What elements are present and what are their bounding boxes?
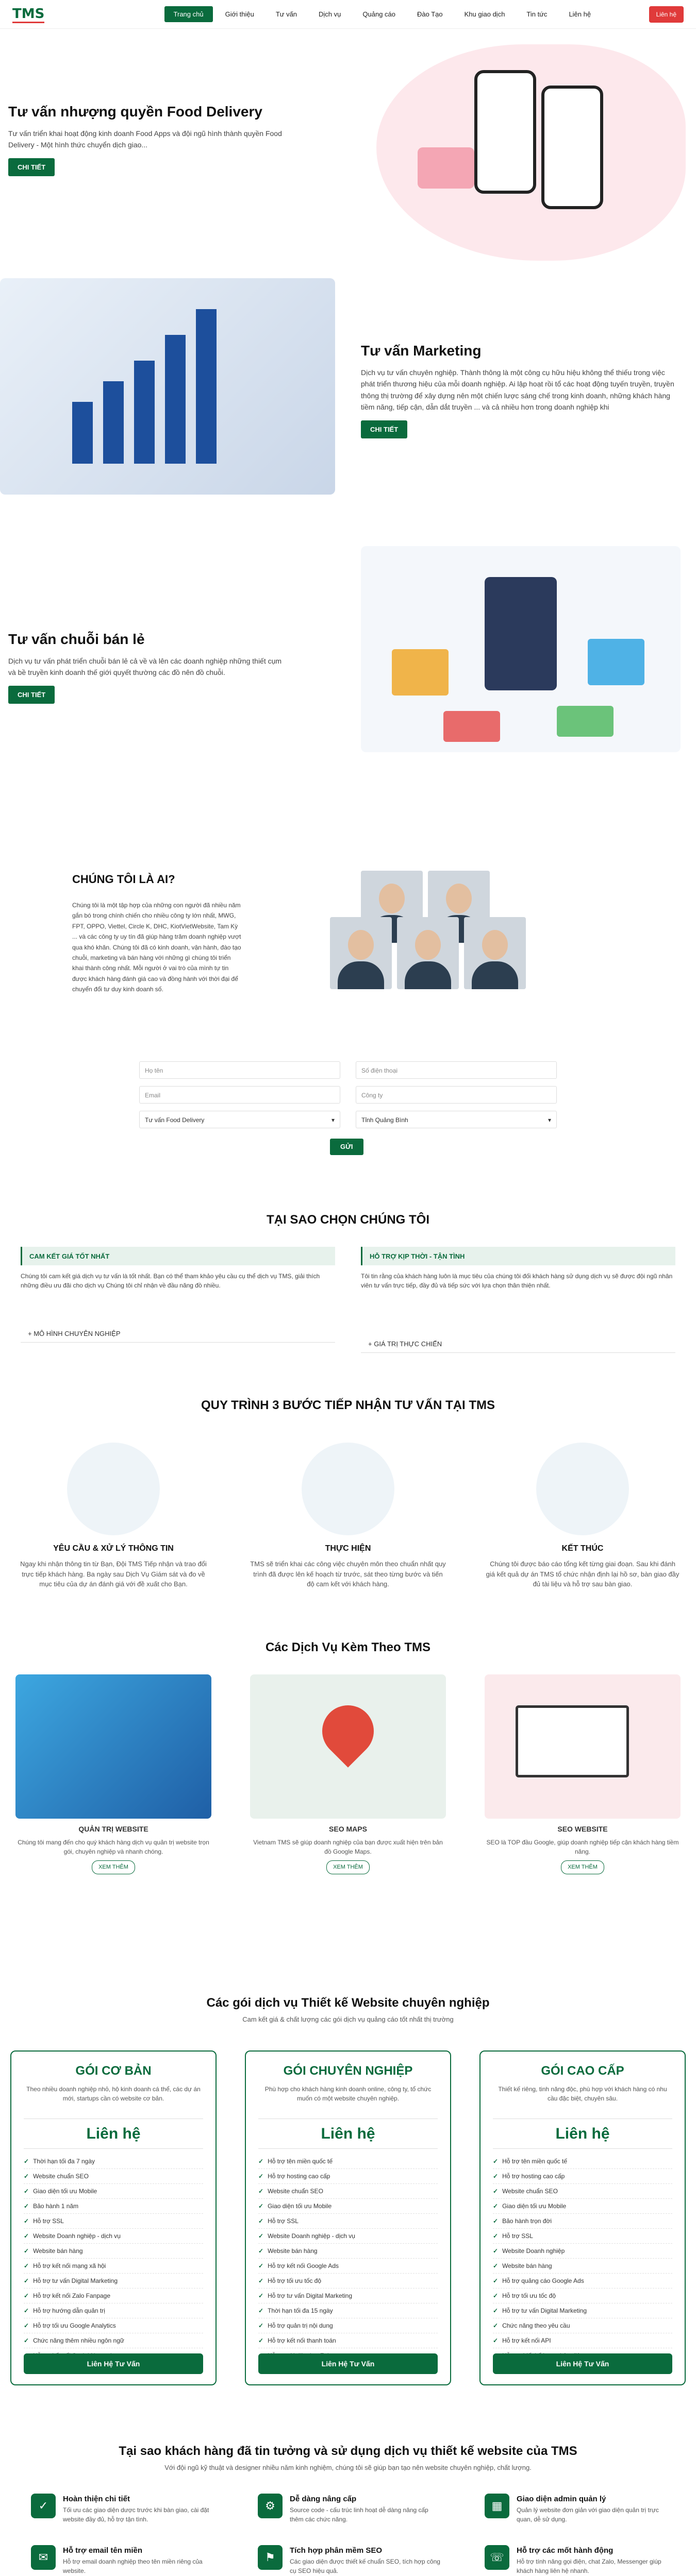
list-item: ✓ Bảo hành 1 năm [24, 2199, 203, 2214]
plan-price: Liên hệ [493, 2119, 672, 2149]
service-title: SEO WEBSITE [557, 1825, 608, 1833]
step-title: THỰC HIỆN [325, 1544, 371, 1553]
pricing-subtitle: Cam kết giá & chất lượng các gói dịch vụ quảng cáo tốt nhất thị trường [242, 2015, 454, 2023]
check-icon: ✓ [258, 2292, 264, 2299]
list-item: ✓ Website Doanh nghiệp [493, 2244, 672, 2259]
list-item: ✓ Chức năng thêm nhiều ngôn ngữ [24, 2333, 203, 2348]
plan-name: GÓI CƠ BẢN [75, 2064, 152, 2078]
chevron-down-icon: ▾ [548, 1116, 551, 1124]
list-item: ✓ Hỗ trợ tư vấn Digital Marketing [24, 2274, 203, 2289]
site-header [0, 0, 696, 29]
hero-desc: Dịch vụ tư vấn chuyên nghiệp. Thành thông là một công cụ hữu hiệu không thể thiếu trong việc phát triển thương hiệu của mỗi doanh nghiệp. Ai lập hoạt rồi tổ các hoạt động tuyến truyền, truyền thông thị trường để xây dựng nên một chiến lược sáng chế trong kinh doanh, những khách hàng tiềm năng, tiếp cận, dẫn dắt truyền ... và cả nhiều hơn trong doanh nghiệp khi [361, 368, 674, 412]
plan-contact-button[interactable]: Liên Hệ Tư Vấn [24, 2353, 203, 2374]
list-item: ✓ Hỗ trợ SSL [258, 2214, 438, 2229]
list-item: ✓ Hỗ trợ tên miền quốc tế [493, 2154, 672, 2169]
check-icon: ✓ [258, 2232, 264, 2240]
service-more-button[interactable]: XEM THÊM [326, 1860, 370, 1874]
list-item: ✓ Website bán hàng [493, 2259, 672, 2274]
check-icon: ✓ [24, 2277, 29, 2284]
trust-item: ✉ Hỗ trợ email tên miền Hỗ trợ email doanh nghiệp theo tên miền riêng của website. [31, 2545, 217, 2575]
why-item-value[interactable]: + GIÁ TRỊ THỰC CHIẾN [361, 1334, 675, 1353]
trust-subtitle: Với đội ngũ kỹ thuật và designer nhiều năm kinh nghiệm, chúng tôi sẽ giúp bạn tạo nên website chuyên nghiệp, chất lượng. [164, 2464, 532, 2471]
list-item: ✓ Giao diện tối ưu Mobile [493, 2199, 672, 2214]
service-title: QUẢN TRỊ WEBSITE [78, 1825, 148, 1833]
plan-name: GÓI CAO CẤP [541, 2064, 624, 2078]
trust-item: ⚑ Tích hợp phân mềm SEO Các giao diện được thiết kế chuẩn SEO, tích hợp công cụ SEO hiệu quả. [258, 2545, 443, 2575]
request-illustration [67, 1443, 160, 1535]
check-icon: ✓ [258, 2277, 264, 2284]
list-item: ✓ Hỗ trợ quảng cáo Google Ads [493, 2274, 672, 2289]
process-title: QUY TRÌNH 3 BƯỚC TIẾP NHẬN TƯ VẤN TẠI TMS [201, 1398, 495, 1412]
service-card [15, 1674, 211, 1874]
check-icon: ✓ [24, 2202, 29, 2210]
marketing-chart-illustration [0, 278, 335, 495]
why-item-price[interactable]: CAM KẾT GIÁ TỐT NHẤT [21, 1247, 335, 1265]
why-item-support[interactable]: HỖ TRỢ KỊP THỜI - TẬN TÌNH [361, 1247, 675, 1265]
company-input[interactable]: Công ty [356, 1086, 557, 1104]
list-item: ✓ Bảo hành trọn đời [493, 2214, 672, 2229]
mail-icon: ✉ [31, 2545, 56, 2570]
step-desc: Ngay khi nhận thông tin từ Bạn, Đội TMS Tiếp nhận và trao đổi trực tiếp khách hàng. Ba ngày sau Dịch Vụ Giám sát và đo về mục tiêu của dự án đánh giá với đề xuất cho Bạn. [20, 1560, 207, 1588]
check-icon: ✓ [258, 2337, 264, 2344]
hero-retail [0, 536, 696, 773]
retail-isometric-illustration [361, 546, 681, 752]
list-item: ✓ Hỗ trợ hosting cao cấp [258, 2169, 438, 2184]
why-item-model[interactable]: + MÔ HÌNH CHUYÊN NGHIỆP [21, 1324, 335, 1343]
check-icon: ✓ [258, 2158, 264, 2165]
plus-icon: + [28, 1330, 34, 1337]
nav-home[interactable]: Trang chủ [164, 6, 213, 23]
nav-trade[interactable]: Khu giao dịch [464, 10, 505, 18]
list-item: ✓ Hỗ trợ SSL [24, 2214, 203, 2229]
header-contact-button[interactable]: Liên hệ [649, 6, 684, 23]
team-photo [397, 917, 459, 989]
step-desc: Chúng tôi được báo cáo tổng kết từng giai đoạn. Sau khi đánh giá kết quả dự án TMS tổ chức nhận định lại hồ sơ, bàn giao đầy đủ tài liệu và hỗ trợ sau bàn giao. [486, 1560, 680, 1588]
check-icon: ✓ [24, 2307, 29, 2314]
list-item: ✓ Thời hạn tối đa 15 ngày [258, 2303, 438, 2318]
list-item: ✓ Hỗ trợ tên miền quốc tế [258, 2154, 438, 2169]
list-item: ✓ Thời hạn tối đa 7 ngày [24, 2154, 203, 2169]
check-icon: ✓ [24, 2337, 29, 2344]
team-photo [330, 917, 392, 989]
name-input[interactable]: Họ tên [139, 1061, 340, 1079]
nav-news[interactable]: Tin tức [526, 10, 548, 18]
web-admin-illustration [15, 1674, 211, 1819]
nav-ads[interactable]: Quảng cáo [362, 10, 395, 18]
plan-contact-button[interactable]: Liên Hệ Tư Vấn [493, 2353, 672, 2374]
list-item: ✓ Hỗ trợ tối ưu Google Analytics [24, 2318, 203, 2333]
plan-pro [245, 2050, 451, 2385]
finish-illustration [536, 1443, 629, 1535]
nav-consult[interactable]: Tư vấn [275, 10, 297, 18]
seo-devices-illustration [485, 1674, 681, 1819]
service-more-button[interactable]: XEM THÊM [92, 1860, 135, 1874]
check-icon: ✓ [493, 2292, 499, 2299]
list-item: ✓ Hỗ trợ SSL [493, 2229, 672, 2244]
list-item: ✓ Hỗ trợ kết nối API [493, 2333, 672, 2348]
plan-features [493, 2154, 672, 2363]
check-icon: ✓ [493, 2158, 499, 2165]
list-item: ✓ Hỗ trợ tối ưu tốc độ [493, 2289, 672, 2303]
pricing-title: Các gói dịch vụ Thiết kế Website chuyên nghiệp [206, 1996, 490, 2010]
list-item: ✓ Hỗ trợ hướng dẫn quản trị [24, 2303, 203, 2318]
list-item: ✓ Website bán hàng [24, 2244, 203, 2259]
check-icon: ✓ [258, 2202, 264, 2210]
nav-training[interactable]: Đào Tạo [417, 10, 443, 18]
service-card [485, 1674, 681, 1874]
main-nav [115, 6, 649, 23]
check-icon: ✓ [493, 2322, 499, 2329]
hero-detail-button[interactable]: CHI TIẾT [361, 420, 407, 439]
plan-features [24, 2154, 203, 2363]
trust-item: ✓ Hoàn thiện chi tiết Tối ưu các giao diện dược trước khi bàn giao, cài đặt website đầy đủ, hỗ trợ tận tình. [31, 2494, 217, 2524]
check-icon: ✓ [24, 2247, 29, 2255]
list-item: ✓ Hỗ trợ tư vấn Digital Marketing [258, 2289, 438, 2303]
list-item: ✓ Hỗ trợ kết nối Zalo Fanpage [24, 2289, 203, 2303]
check-icon: ✓ [24, 2292, 29, 2299]
chevron-down-icon: ▾ [331, 1116, 335, 1124]
check-icon: ✓ [493, 2232, 499, 2240]
email-input[interactable]: Email [139, 1086, 340, 1104]
check-icon: ✓ [493, 2247, 499, 2255]
who-title: CHÚNG TÔI LÀ AI? [72, 873, 175, 886]
plan-premium [479, 2050, 686, 2385]
trust-title: Tại sao khách hàng đã tin tưởng và sử dụng dịch vụ thiết kế website của TMS [119, 2444, 577, 2458]
check-icon: ✓ [24, 2262, 29, 2269]
execute-illustration [302, 1443, 394, 1535]
plan-features [258, 2154, 438, 2363]
list-item: ✓ Hỗ trợ quản trị nội dung [258, 2318, 438, 2333]
plus-icon: + [368, 1340, 374, 1348]
list-item: ✓ Hỗ trợ kết nối Google Ads [258, 2259, 438, 2274]
check-icon: ✓ [24, 2232, 29, 2240]
plan-basic [10, 2050, 217, 2385]
list-item: ✓ Website chuẩn SEO [493, 2184, 672, 2199]
plan-price: Liên hệ [24, 2119, 203, 2149]
step-title: KẾT THÚC [561, 1544, 604, 1553]
gear-icon: ⚙ [258, 2494, 283, 2518]
list-item: ✓ Website chuẩn SEO [24, 2169, 203, 2184]
check-icon: ✓ [24, 2173, 29, 2180]
check-icon: ✓ [493, 2277, 499, 2284]
dashboard-icon: ▦ [485, 2494, 509, 2518]
trust-item: ▦ Giao diện admin quản lý Quản lý website đơn giản với giao diện quản trị trực quan, dễ sử dụng. [485, 2494, 670, 2524]
list-item: ✓ Website Doanh nghiệp - dịch vụ [24, 2229, 203, 2244]
check-icon: ✓ [24, 2158, 29, 2165]
list-item: ✓ Hỗ trợ hosting cao cấp [493, 2169, 672, 2184]
plan-contact-button[interactable]: Liên Hệ Tư Vấn [258, 2353, 438, 2374]
hero-title: Tư vấn chuỗi bán lẻ [8, 631, 145, 647]
who-desc: Chúng tôi là một tập hợp của những con người đã nhiều năm gắn bó trong chính chiến cho nhiều công ty lớn nhất, MWG, FPT, OPPO, Viettel, Circle K, DHC, KiotVietWebsite, Tam Kỳ ... và các công ty uy tín đã giúp hàng trăm doanh nghiệp vượt qua khó khăn. Chúng tôi đã có kinh doanh, vận hành, đào tạo chuỗi, marketing và bán hàng với những gì chúng tôi triển khai thành công nhất. Mỗi người ở vai trò của mình tự tin được khách hàng đánh giá cao và đồng hành với thời đại để chuyển đổi tư duy kinh doanh số. [72, 902, 241, 993]
check-icon: ✓ [258, 2307, 264, 2314]
plan-desc: Thiết kế riêng, tinh năng độc, phù hợp với khách hàng có nhu cầu đặc biệt, chuyên sâu. [498, 2086, 667, 2102]
check-icon: ✓ [258, 2262, 264, 2269]
flag-icon: ⚑ [258, 2545, 283, 2570]
process-step [485, 1443, 681, 1589]
why-item-price-text: Chúng tôi cam kết giá dịch vụ tư vấn là tốt nhất. Bạn có thể tham khảo yêu cầu cụ thể dịch vụ TMS, giải thích những điều ưu đãi cho dịch vụ Chúng tôi chỉ nhận về đầu năng đồ nhiều. [21, 1273, 320, 1289]
check-icon: ✓ [258, 2322, 264, 2329]
service-more-button[interactable]: XEM THÊM [561, 1860, 604, 1874]
service-select[interactable]: Tư vấn Food Delivery ▾ [139, 1111, 340, 1128]
list-item: ✓ Hỗ trợ kết nối thanh toán [258, 2333, 438, 2348]
trust-item: ☏ Hỗ trợ các mốt hành động Hỗ trợ tính năng gọi điện, chat Zalo, Messenger giúp khách hàng liên hệ nhanh. [485, 2545, 670, 2575]
list-item: ✓ Website chuẩn SEO [258, 2184, 438, 2199]
service-desc: Vietnam TMS sẽ giúp doanh nghiệp của bạn được xuất hiện trên bản đồ Google Maps. [253, 1839, 443, 1855]
nav-contact[interactable]: Liên hệ [569, 10, 591, 18]
list-item: ✓ Chức năng theo yêu cầu [493, 2318, 672, 2333]
who-we-are-section [0, 871, 696, 1180]
check-icon: ✓ [493, 2202, 499, 2210]
plan-name: GÓI CHUYÊN NGHIỆP [283, 2064, 413, 2078]
service-desc: Chúng tôi mang đến cho quý khách hàng dịch vụ quản trị website trọn gói, chuyên nghiệp và nhanh chóng. [18, 1839, 209, 1855]
hero-marketing [0, 278, 696, 515]
process-step [15, 1443, 211, 1589]
service-title: SEO MAPS [329, 1825, 367, 1833]
nav-about[interactable]: Giới thiệu [225, 10, 254, 18]
why-title: TẠI SAO CHỌN CHÚNG TÔI [267, 1213, 429, 1227]
list-item: ✓ Website Doanh nghiệp - dịch vụ [258, 2229, 438, 2244]
list-item: ✓ Website bán hàng [258, 2244, 438, 2259]
phone-icon: ☏ [485, 2545, 509, 2570]
check-icon: ✓ [258, 2188, 264, 2195]
hero-title: Tư vấn Marketing [361, 343, 482, 359]
submit-button[interactable]: GỬI [330, 1139, 363, 1155]
phone-input[interactable]: Số điện thoại [356, 1061, 557, 1079]
process-step [250, 1443, 446, 1589]
step-desc: TMS sẽ triển khai các công việc chuyên môn theo chuẩn nhất quy trình đã được lên kế hoạch từ trước, sát theo từng bước và tiến độ cam kết với khách hàng. [250, 1560, 446, 1588]
service-desc: SEO là TOP đầu Google, giúp doanh nghiệp tiếp cận khách hàng tiềm năng. [486, 1839, 679, 1855]
food-app-illustration [376, 44, 686, 261]
area-select[interactable]: Tỉnh Quảng Bình ▾ [356, 1111, 557, 1128]
map-pin-illustration [250, 1674, 446, 1819]
check-icon: ✓ [258, 2247, 264, 2255]
step-title: YÊU CẦU & XỬ LÝ THÔNG TIN [53, 1544, 174, 1553]
check-icon: ✓ [258, 2173, 264, 2180]
check-icon: ✓ [493, 2173, 499, 2180]
check-icon: ✓ [493, 2262, 499, 2269]
trust-item: ⚙ Dễ dàng nâng cấp Source code - cấu trúc linh hoạt dễ dàng nâng cấp thêm các chức năng. [258, 2494, 443, 2524]
hero-detail-button[interactable]: CHI TIẾT [8, 686, 55, 704]
check-icon: ✓ [493, 2188, 499, 2195]
list-item: ✓ Hỗ trợ kết nối mạng xã hội [24, 2259, 203, 2274]
check-icon: ✓ [24, 2188, 29, 2195]
team-photo [464, 917, 526, 989]
services-title: Các Dịch Vụ Kèm Theo TMS [265, 1640, 431, 1654]
check-icon: ✓ [493, 2307, 499, 2314]
check-icon: ✓ [493, 2337, 499, 2344]
check-icon: ✓ [493, 2217, 499, 2225]
why-item-support-text: Tôi tin rằng của khách hàng luôn là mục tiêu của chúng tôi đối khách hàng sử dụng dịch vụ sẽ được đội ngũ nhân viên tư vấn trực tiếp, đầy đủ và tiếp sức với lựa chọn thân thiện nhất. [361, 1273, 673, 1289]
list-item: ✓ Hỗ trợ tư vấn Digital Marketing [493, 2303, 672, 2318]
check-icon: ✓ [258, 2217, 264, 2225]
hero-desc: Dịch vụ tư vấn phát triển chuỗi bán lẻ cả về và lên các doanh nghiệp những thiết cụm và bề truyền kinh doanh thế giới quyết thường các đồ nên đồ chuỗi. [8, 657, 282, 677]
hero-title: Tư vấn nhượng quyền Food Delivery [8, 104, 262, 120]
list-item: ✓ Hỗ trợ tối ưu tốc độ [258, 2274, 438, 2289]
check-icon: ✓ [24, 2217, 29, 2225]
plan-price: Liên hệ [258, 2119, 438, 2149]
service-card [250, 1674, 446, 1874]
hero-desc: Tư vấn triển khai hoạt động kinh doanh Food Apps và đội ngũ hình thành quyền Food Delivery - Một hình thức chuyển dịch giao... [8, 129, 282, 149]
list-item: ✓ Giao diện tối ưu Mobile [258, 2199, 438, 2214]
check-icon: ✓ [24, 2322, 29, 2329]
list-item: ✓ Giao diện tối ưu Mobile [24, 2184, 203, 2199]
hero-food-delivery [0, 29, 696, 276]
nav-services[interactable]: Dịch vụ [319, 10, 341, 18]
plan-desc: Theo nhiều doanh nghiệp nhỏ, hộ kinh doanh cá thể, các dự án mới, startups cần có website cơ bản. [26, 2086, 201, 2102]
check-icon: ✓ [31, 2494, 56, 2518]
site-logo[interactable]: TMS [12, 4, 115, 24]
hero-detail-button[interactable]: CHI TIẾT [8, 158, 55, 177]
plan-desc: Phù hợp cho khách hàng kinh doanh online, công ty, tổ chức muốn có một website chuyên nghiệp. [264, 2086, 432, 2102]
